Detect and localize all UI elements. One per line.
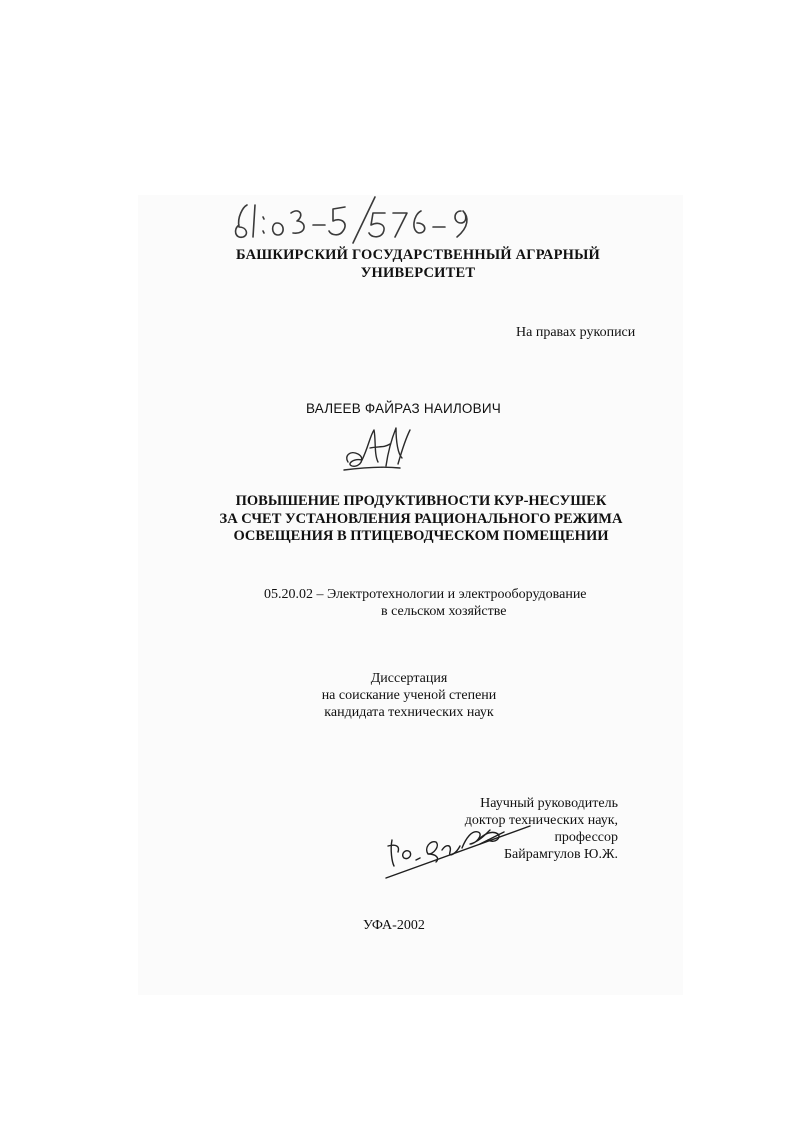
degree-statement-line-1: Диссертация <box>370 671 448 686</box>
archive-code-handwriting <box>225 193 555 245</box>
supervisor-degree: доктор технических наук, профессор <box>464 813 618 845</box>
university-name-line-1: БАШКИРСКИЙ ГОСУДАРСТВЕННЫЙ АГРАРНЫЙ <box>235 247 601 263</box>
supervisor-role: Научный руководитель <box>480 796 618 811</box>
supervisor-signature-drawing <box>380 800 540 885</box>
specialty-code-line: 05.20.02 – Электротехнологии и электрооборудование <box>264 587 587 602</box>
degree-statement-line-2: на соискание ученой степени <box>321 688 497 703</box>
title-line-3: ОСВЕЩЕНИЯ В ПТИЦЕВОДЧЕСКОМ ПОМЕЩЕНИИ <box>233 528 609 544</box>
degree-statement <box>0 670 795 721</box>
dissertation-title <box>0 493 795 546</box>
university-name <box>0 246 795 282</box>
supervisor-signature <box>380 800 540 885</box>
title-line-2: ЗА СЧЕТ УСТАНОВЛЕНИЯ РАЦИОНАЛЬНОГО РЕЖИМА <box>219 510 623 527</box>
title-line-1: ПОВЫШЕНИЕ ПРОДУКТИВНОСТИ КУР-НЕСУШЕК <box>235 493 607 509</box>
specialty-continuation-line: в сельском хозяйстве <box>381 604 507 619</box>
author-signature <box>340 418 420 478</box>
university-name-line-2: УНИВЕРСИТЕТ <box>360 265 476 281</box>
rights-notice: На правах рукописи <box>516 325 636 340</box>
supervisor-name: Байрамгулов Ю.Ж. <box>504 847 618 862</box>
author-name: ВАЛЕЕВ ФАЙРАЗ НАИЛОВИЧ <box>306 401 501 416</box>
archive-code-handwriting-drawing <box>225 193 555 245</box>
author-signature-drawing <box>340 418 420 478</box>
city-and-year: УФА-2002 <box>363 918 425 933</box>
degree-statement-line-3: кандидата технических наук <box>324 705 494 720</box>
